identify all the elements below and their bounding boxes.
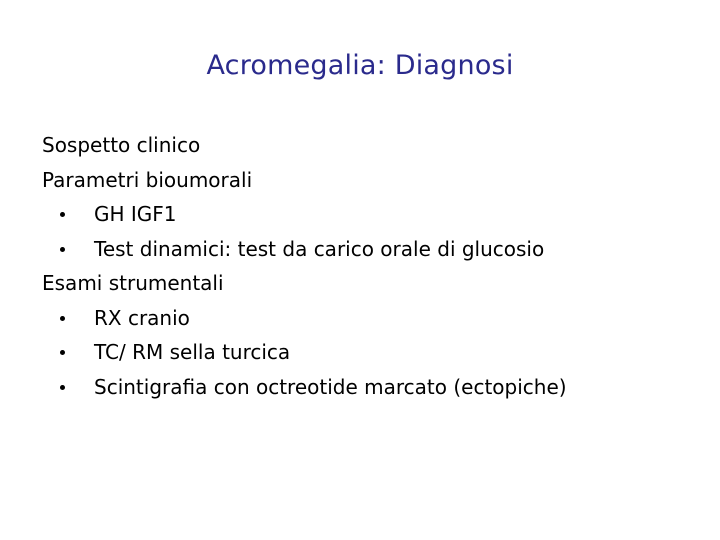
section-heading-esami-strumentali: Esami strumentali: [42, 271, 224, 295]
list-item: [42, 335, 702, 370]
slide-title: Acromegalia: Diagnosi: [206, 50, 514, 81]
list-item-text: TC/ RM sella turcica: [94, 340, 291, 364]
list-item: [42, 301, 702, 336]
list-item-text: Test dinamici: test da carico orale di glucosio: [94, 236, 545, 261]
list-item: [42, 232, 702, 267]
bullet-dot-icon: [60, 212, 65, 217]
list-item-text: RX cranio: [94, 305, 190, 330]
bullet-dot-icon: [60, 350, 65, 355]
list-item: [42, 197, 702, 232]
section-heading-sospetto-clinico: Sospetto clinico: [42, 133, 201, 157]
bullet-dot-icon: [60, 316, 65, 321]
list-item-text: Scintigrafia con octreotide marcato (ectopiche): [94, 374, 567, 399]
slide-content: [42, 128, 702, 404]
section-heading-parametri-bioumorali: Parametri bioumorali: [42, 167, 253, 192]
list-item: [42, 370, 702, 405]
bullet-dot-icon: [60, 247, 65, 252]
list-item-text: GH IGF1: [94, 202, 177, 226]
bullet-dot-icon: [60, 385, 65, 390]
